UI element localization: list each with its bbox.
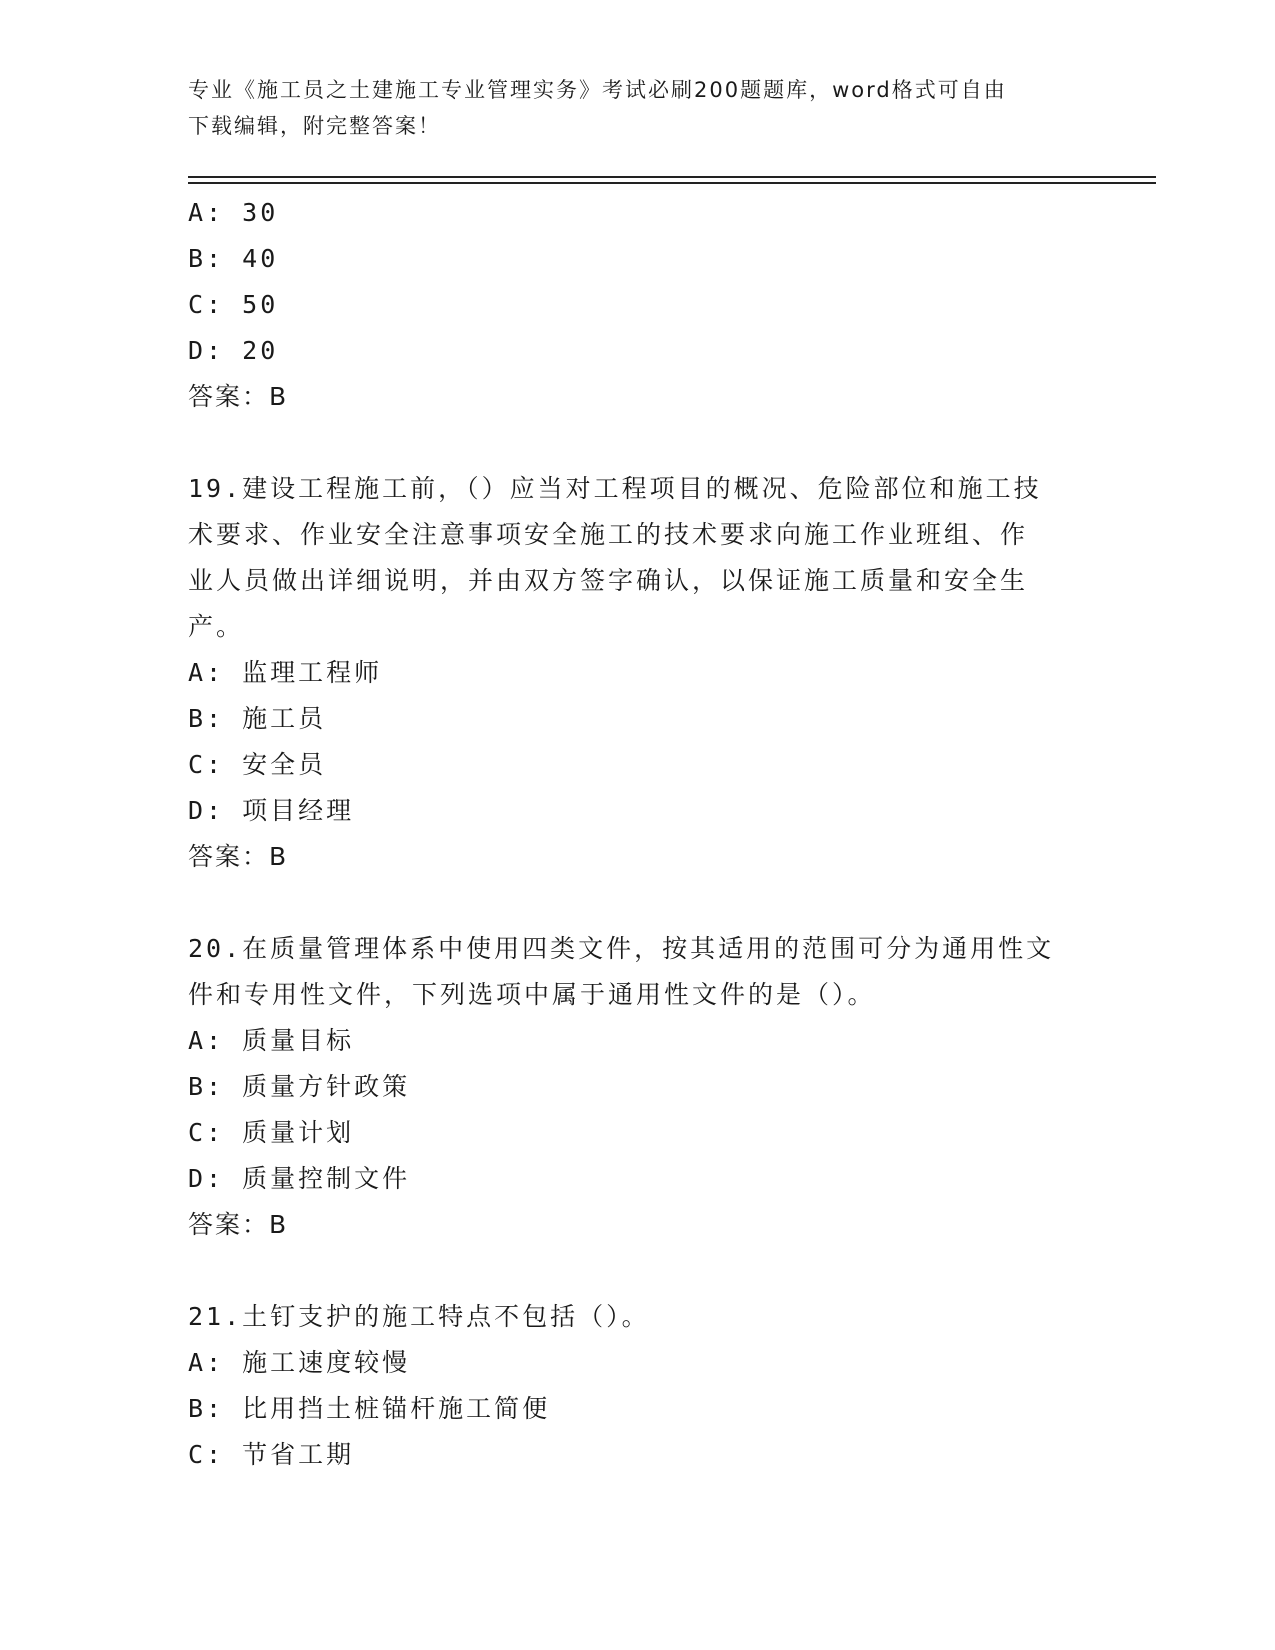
answer-line: 答案：B (188, 1210, 289, 1239)
spacer (188, 420, 1088, 466)
document-header (188, 72, 1068, 144)
question-stem-line: 术要求、作业安全注意事项安全施工的技术要求向施工作业班组、作 (188, 520, 1029, 549)
option-b: B: 质量方针政策 (188, 1072, 411, 1101)
document-body (188, 190, 1088, 1478)
option-c: C: 节省工期 (188, 1440, 355, 1469)
question-stem-line: 19.建设工程施工前，（）应当对工程项目的概况、危险部位和施工技 (188, 474, 1042, 503)
option-b: B: 40 (188, 244, 279, 273)
option-c: C: 50 (188, 290, 279, 319)
header-rule-top (188, 176, 1156, 178)
question-stem-line: 20.在质量管理体系中使用四类文件，按其适用的范围可分为通用性文 (188, 934, 1055, 963)
question-19 (188, 466, 1088, 880)
spacer (188, 1248, 1088, 1294)
option-a: A: 质量目标 (188, 1026, 355, 1055)
header-rule-bottom (188, 182, 1156, 184)
answer-line: 答案：B (188, 842, 289, 871)
header-line-2: 下载编辑，附完整答案！ (188, 114, 441, 138)
option-a: A: 30 (188, 198, 279, 227)
option-d: D: 项目经理 (188, 796, 355, 825)
option-d: D: 质量控制文件 (188, 1164, 411, 1193)
option-a: A: 监理工程师 (188, 658, 383, 687)
question-stem-line: 产。 (188, 612, 245, 641)
spacer (188, 880, 1088, 926)
question-stem-line: 件和专用性文件，下列选项中属于通用性文件的是（）。 (188, 980, 876, 1009)
answer-line: 答案：B (188, 382, 289, 411)
option-b: B: 施工员 (188, 704, 327, 733)
question-20 (188, 926, 1088, 1248)
option-a: A: 施工速度较慢 (188, 1348, 411, 1377)
option-c: C: 质量计划 (188, 1118, 355, 1147)
header-line-1: 专业《施工员之土建施工专业管理实务》考试必刷200题题库，word格式可自由 (188, 78, 1007, 102)
option-d: D: 20 (188, 336, 279, 365)
question-21 (188, 1294, 1088, 1478)
question-stem-line: 21.土钉支护的施工特点不包括（）。 (188, 1302, 650, 1331)
question-18-tail (188, 190, 1088, 420)
option-b: B: 比用挡土桩锚杆施工简便 (188, 1394, 551, 1423)
question-stem-line: 业人员做出详细说明，并由双方签字确认，以保证施工质量和安全生 (188, 566, 1029, 595)
option-c: C: 安全员 (188, 750, 327, 779)
